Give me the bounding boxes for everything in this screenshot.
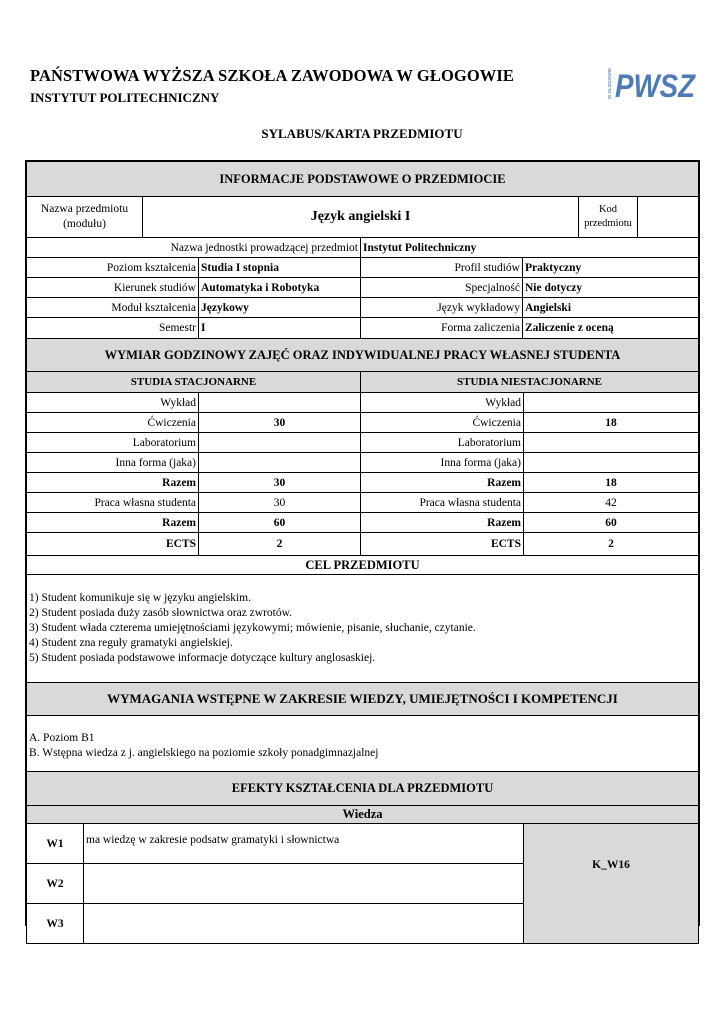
subject-name-label: [26, 196, 143, 238]
stat-value-total: 30: [198, 472, 361, 493]
subject-code-label: [578, 196, 638, 238]
requirement-item: B. Wstępna wiedza z j. angielskiego na poziomie szkoły ponadgimnazjalnej: [29, 747, 379, 759]
goal-item: 5) Student posiada podstawowe informacje dotyczące kultury anglosaskiej.: [29, 652, 376, 664]
stat-value-laboratory: [198, 432, 361, 453]
nonstat-value-laboratory: [523, 432, 699, 453]
institution-name: PAŃSTWOWA WYŻSZA SZKOŁA ZAWODOWA W GŁOGOWIE: [30, 66, 515, 85]
outcome-text-w2: [83, 863, 524, 904]
logo-side-text: W GŁOGOWIE: [607, 67, 612, 99]
outcome-text-w3: [83, 903, 524, 944]
form-value: Zaliczenie z oceną: [522, 317, 699, 339]
form-label: Forma zaliczenia: [360, 317, 523, 339]
nonstat-value-other: [523, 452, 699, 473]
stat-value-own-work: 30: [198, 492, 361, 513]
direction-value: Automatyka i Robotyka: [198, 277, 361, 298]
stat-label-lecture: Wykład: [26, 392, 199, 413]
nonstationary-heading: STUDIA NIESTACJONARNE: [360, 371, 699, 393]
specialty-value: Nie dotyczy: [522, 277, 699, 298]
nonstat-value-ects: 2: [523, 532, 699, 556]
language-label: Język wykładowy: [360, 297, 523, 318]
goal-item: 3) Student włada czterema umiejętnościami językowymi; mówienie, pisanie, słuchanie, czytanie.: [29, 622, 476, 634]
stat-label-grand-total: Razem: [26, 512, 199, 533]
logo-text: PWSZ: [615, 68, 697, 104]
goal-item: 4) Student zna reguły gramatyki angielskiej.: [29, 637, 233, 649]
stat-value-other: [198, 452, 361, 473]
unit-label: Nazwa jednostki prowadzącej przedmiot: [26, 237, 361, 258]
outcome-code-w2: W2: [26, 863, 84, 904]
hours-heading: WYMIAR GODZINOWY ZAJĘĆ ORAZ INDYWIDUALNEJ PRACY WŁASNEJ STUDENTA: [26, 338, 699, 372]
goal-item: 2) Student posiada duży zasób słownictwa oraz zwrotów.: [29, 607, 293, 619]
requirements-content: [26, 715, 699, 772]
level-label: Poziom kształcenia: [26, 257, 199, 278]
nonstat-label-total: Razem: [360, 472, 524, 493]
stat-label-laboratory: Laboratorium: [26, 432, 199, 453]
goal-content: [26, 574, 699, 683]
institute-name: INSTYTUT POLITECHNICZNY: [30, 90, 220, 105]
subject-name-value: Język angielski I: [142, 196, 579, 238]
nonstat-label-lecture: Wykład: [360, 392, 524, 413]
basic-info-heading: INFORMACJE PODSTAWOWE O PRZEDMIOCIE: [26, 161, 699, 197]
module-value: Językowy: [198, 297, 361, 318]
nonstat-label-laboratory: Laboratorium: [360, 432, 524, 453]
outcomes-heading: EFEKTY KSZTAŁCENIA DLA PRZEDMIOTU: [26, 771, 699, 806]
profile-value: Praktyczny: [522, 257, 699, 278]
nonstat-value-exercises: 18: [523, 412, 699, 433]
code-label-line1: Kod: [598, 204, 618, 215]
direction-label: Kierunek studiów: [26, 277, 199, 298]
nonstat-label-own-work: Praca własna studenta: [360, 492, 524, 513]
stat-value-grand-total: 60: [198, 512, 361, 533]
outcome-code-w1: W1: [26, 823, 84, 864]
stat-label-total: Razem: [26, 472, 199, 493]
language-value: Angielski: [522, 297, 699, 318]
requirements-heading: WYMAGANIA WSTĘPNE W ZAKRESIE WIEDZY, UMIEJĘTNOŚCI I KOMPETENCJI: [26, 682, 699, 716]
semester-label: Semestr: [26, 317, 199, 339]
knowledge-subheading: Wiedza: [26, 805, 699, 824]
subject-code-value: [637, 196, 699, 238]
nonstat-label-grand-total: Razem: [360, 512, 524, 533]
stat-label-other: Inna forma (jaka): [26, 452, 199, 473]
module-label: Moduł kształcenia: [26, 297, 199, 318]
stat-value-lecture: [198, 392, 361, 413]
document-title: SYLABUS/KARTA PRZEDMIOTU: [261, 126, 463, 141]
nonstat-value-total: 18: [523, 472, 699, 493]
nonstat-value-lecture: [523, 392, 699, 413]
stat-label-exercises: Ćwiczenia: [26, 412, 199, 433]
goal-item: 1) Student komunikuje się w języku angielskim.: [29, 592, 251, 604]
nonstat-label-exercises: Ćwiczenia: [360, 412, 524, 433]
outcome-code-w3: W3: [26, 903, 84, 944]
syllabus-form: [25, 160, 700, 930]
unit-value: Instytut Politechniczny: [360, 237, 699, 258]
stat-value-ects: 2: [198, 532, 361, 556]
stationary-heading: STUDIA STACJONARNE: [26, 371, 361, 393]
goal-heading: CEL PRZEDMIOTU: [26, 555, 699, 575]
requirement-item: A. Poziom B1: [29, 732, 95, 744]
outcome-text-w1: ma wiedzę w zakresie podsatw gramatyki i słownictwa: [83, 823, 524, 864]
stat-label-ects: ECTS: [26, 532, 199, 556]
subject-label-line1: Nazwa przedmiotu: [40, 203, 129, 215]
nonstat-value-grand-total: 60: [523, 512, 699, 533]
specialty-label: Specjalność: [360, 277, 523, 298]
nonstat-label-ects: ECTS: [360, 532, 524, 556]
pwsz-logo: [605, 67, 697, 104]
nonstat-value-own-work: 42: [523, 492, 699, 513]
level-value: Studia I stopnia: [198, 257, 361, 278]
subject-label-line2: (modułu): [63, 218, 106, 230]
stat-label-own-work: Praca własna studenta: [26, 492, 199, 513]
stat-value-exercises: 30: [198, 412, 361, 433]
outcome-reference: K_W16: [523, 823, 699, 944]
semester-value: I: [198, 317, 361, 339]
code-label-line2: przedmiotu: [584, 218, 632, 229]
profile-label: Profil studiów: [360, 257, 523, 278]
nonstat-label-other: Inna forma (jaka): [360, 452, 524, 473]
